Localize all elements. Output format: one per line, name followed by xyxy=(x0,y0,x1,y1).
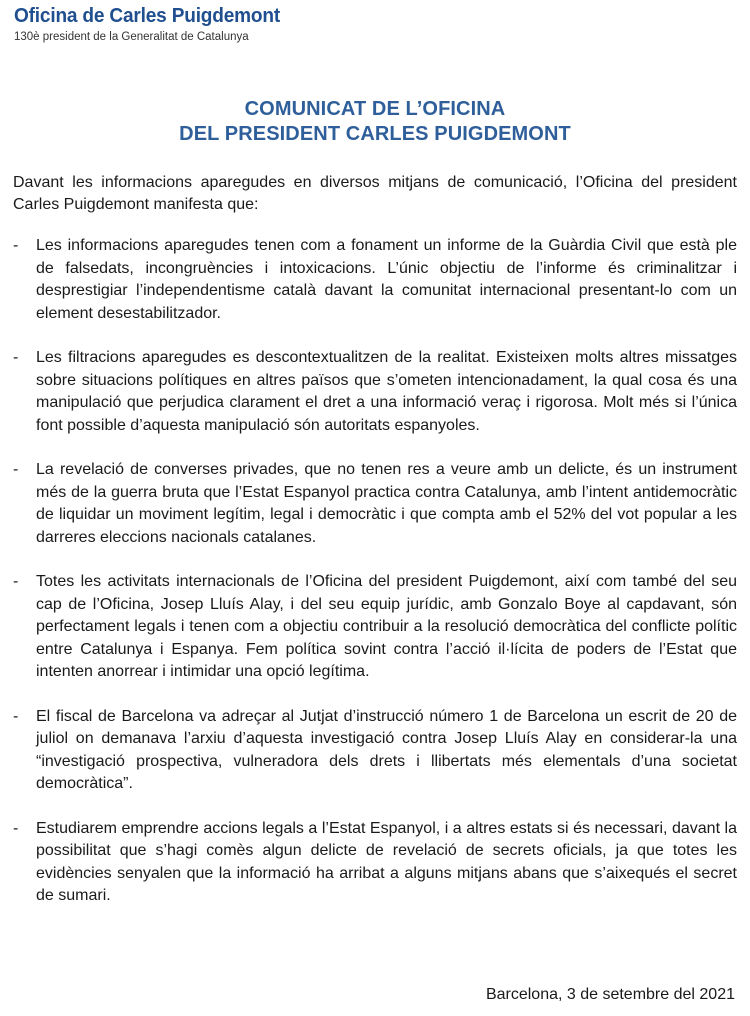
list-item-text: La revelació de converses privades, que no tenen res a veure amb un delicte, és un instrument més de la guerra bruta que l’Estat Espanyol practica contra Catalunya, amb l’intent antidemocràtic de liquidar un moviment legítim, legal i democràtic i que compta amb el 52% del vot popular a les darreres eleccions nacionals catalanes. xyxy=(36,461,737,546)
statement-list xyxy=(13,235,737,930)
list-dash: - xyxy=(13,573,19,590)
intro-paragraph: Davant les informacions aparegudes en diversos mitjans de comunicació, l’Oficina del president Carles Puigdemont manifesta que: xyxy=(13,174,737,213)
list-item xyxy=(13,571,737,684)
list-item xyxy=(13,347,737,437)
list-item xyxy=(13,706,737,796)
list-item-text: Estudiarem emprendre accions legals a l’Estat Espanyol, i a altres estats si és necessari, davant la possibilitat que s’hagi comès algun delicte de revelació de secrets oficials, ja que totes les evidències senyalen que la informació ha arribat a alguns mitjans abans que s’aixequés el secret de sumari. xyxy=(36,819,737,904)
place-and-date: Barcelona, 3 de setembre del 2021 xyxy=(485,986,735,1003)
list-dash: - xyxy=(13,237,19,254)
list-item xyxy=(13,818,737,908)
list-dash: - xyxy=(13,819,19,837)
list-item-text: Totes les activitats internacionals de l’Oficina del president Puigdemont, així com també del seu cap de l’Oficina, Josep Lluís Alay, i del seu equip jurídic, amb Gonzalo Boye al capdavant, són perfectament legals i tenen com a objectiu contribuir a la resolució democràtica del conflicte polític entre Catalunya i Espanya. Fem política sovint contra l’acció il·lícita de poders de l’Estat que intenten anorrear i intimidar una opció legítima. xyxy=(36,573,737,680)
list-dash: - xyxy=(13,461,19,478)
list-item-text: Les filtracions aparegudes es descontextualitzen de la realitat. Existeixen molts altres missatges sobre situacions polítiques en altres països que s’ometen intencionadament, la qual cosa és una manipulació que perjudica clarament el dret a una informació veraç i rigorosa. Molt més si l’única font possible d’aquesta manipulació són autoritats espanyoles. xyxy=(36,349,737,434)
letterhead xyxy=(14,4,300,44)
list-item-text: Les informacions aparegudes tenen com a fonament un informe de la Guàrdia Civil que està ple de falsedats, incongruències i intoxicacions. L’únic objectiu de l’informe és criminalitzar i desprestigiar l’independentisme català davant la comunitat internacional presentant-lo com un element desestabilitzador. xyxy=(36,237,737,322)
list-item xyxy=(13,235,737,325)
office-subtitle: 130è president de la Generalitat de Catalunya xyxy=(14,31,249,43)
list-dash: - xyxy=(13,707,19,725)
list-dash: - xyxy=(13,349,19,366)
document-title xyxy=(0,97,750,147)
list-item xyxy=(13,459,737,549)
office-name: Oficina de Carles Puigdemont xyxy=(14,4,280,27)
list-item-text: El fiscal de Barcelona va adreçar al Jutjat d’instrucció número 1 de Barcelona un escrit de 20 de juliol on demanava l’arxiu d’aquesta investigació contra Josep Lluís Alay en considerar-la una “investigació prospectiva, vulneradora dels drets i llibertats més elementals d’una societat democràtica”. xyxy=(36,707,737,792)
title-line-1: COMUNICAT DE L’OFICINA xyxy=(244,98,506,120)
title-line-2: DEL PRESIDENT CARLES PUIGDEMONT xyxy=(179,123,571,145)
